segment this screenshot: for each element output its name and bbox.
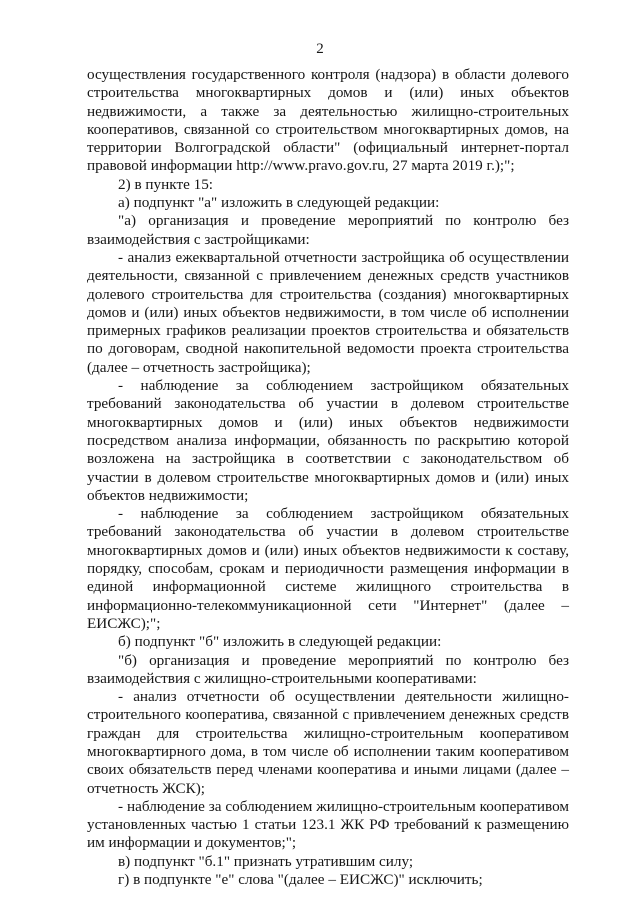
paragraph: 2) в пункте 15: xyxy=(118,175,214,193)
paragraph: б) подпункт "б" изложить в следующей редакции: xyxy=(118,633,442,651)
paragraph: "б) организация и проведение мероприятий по контролю без взаимодействия с жилищно-строительными кооперативами: xyxy=(87,651,569,687)
paragraph: в) подпункт "б.1" признать утратившим силу; xyxy=(118,852,414,870)
paragraph: - наблюдение за соблюдением жилищно-строительным кооперативом установленных частью 1 статьи 123.1 ЖК РФ требований к размещению им информации и документов;"; xyxy=(87,797,569,852)
paragraph: "а) организация и проведение мероприятий по контролю без взаимодействия с застройщиками: xyxy=(87,212,569,248)
paragraph: - анализ отчетности об осуществлении деятельности жилищно-строительного кооператива, связанной с привлечением денежных средств граждан для строительства жилищно-строительным кооперативом многоквартирного дома, в том числе об исполнении таким кооперативом своих обязательств перед членами кооператива и иными лицами (далее – отчетность ЖСК); xyxy=(87,688,569,797)
document-body xyxy=(87,66,569,889)
paragraph: г) в подпункте "е" слова "(далее – ЕИСЖС)" исключить; xyxy=(118,871,483,889)
paragraph: а) подпункт "а" изложить в следующей редакции: xyxy=(118,194,440,212)
paragraph: - наблюдение за соблюдением застройщиком обязательных требований законодательства об участии в долевом строительстве многоквартирных домов и (или) иных объектов недвижимости к составу, порядку, способам, срокам и периодичности размещения информации в единой информационной системе жилищного строительства в информационно-телекоммуникационной сети "Интернет" (далее – ЕИСЖС);"; xyxy=(87,505,569,632)
paragraph: - наблюдение за соблюдением застройщиком обязательных требований законодательства об участии в долевом строительстве многоквартирных домов и (или) иных объектов недвижимости посредством анализа информации, обязанность по раскрытию которой возложена на застройщика в соответствии с законодательством об участии в долевом строительстве многоквартирных домов и (или) иных объектов недвижимости; xyxy=(87,377,569,504)
paragraph: осуществления государственного контроля (надзора) в области долевого строительства многоквартирных домов и (или) иных объектов недвижимости, а также за деятельностью жилищно-строительных кооперативов, связанной со строительством многоквартирных домов, на территории Волгоградской области" (официальный интернет-портал правовой информации http://www.pravo.gov.ru, 27 марта 2019 г.);"; xyxy=(87,66,569,175)
page-number: 2 xyxy=(316,41,324,57)
paragraph: - анализ ежеквартальной отчетности застройщика об осуществлении деятельности, связанной с привлечением денежных средств участников долевого строительства для строительства (создания) многоквартирных домов и (или) иных объектов недвижимости, в том числе об исполнении примерных графиков реализации проектов строительства и обязательств по договорам, сводной накопительной ведомости проекта строительства (далее – отчетность застройщика); xyxy=(87,248,569,376)
